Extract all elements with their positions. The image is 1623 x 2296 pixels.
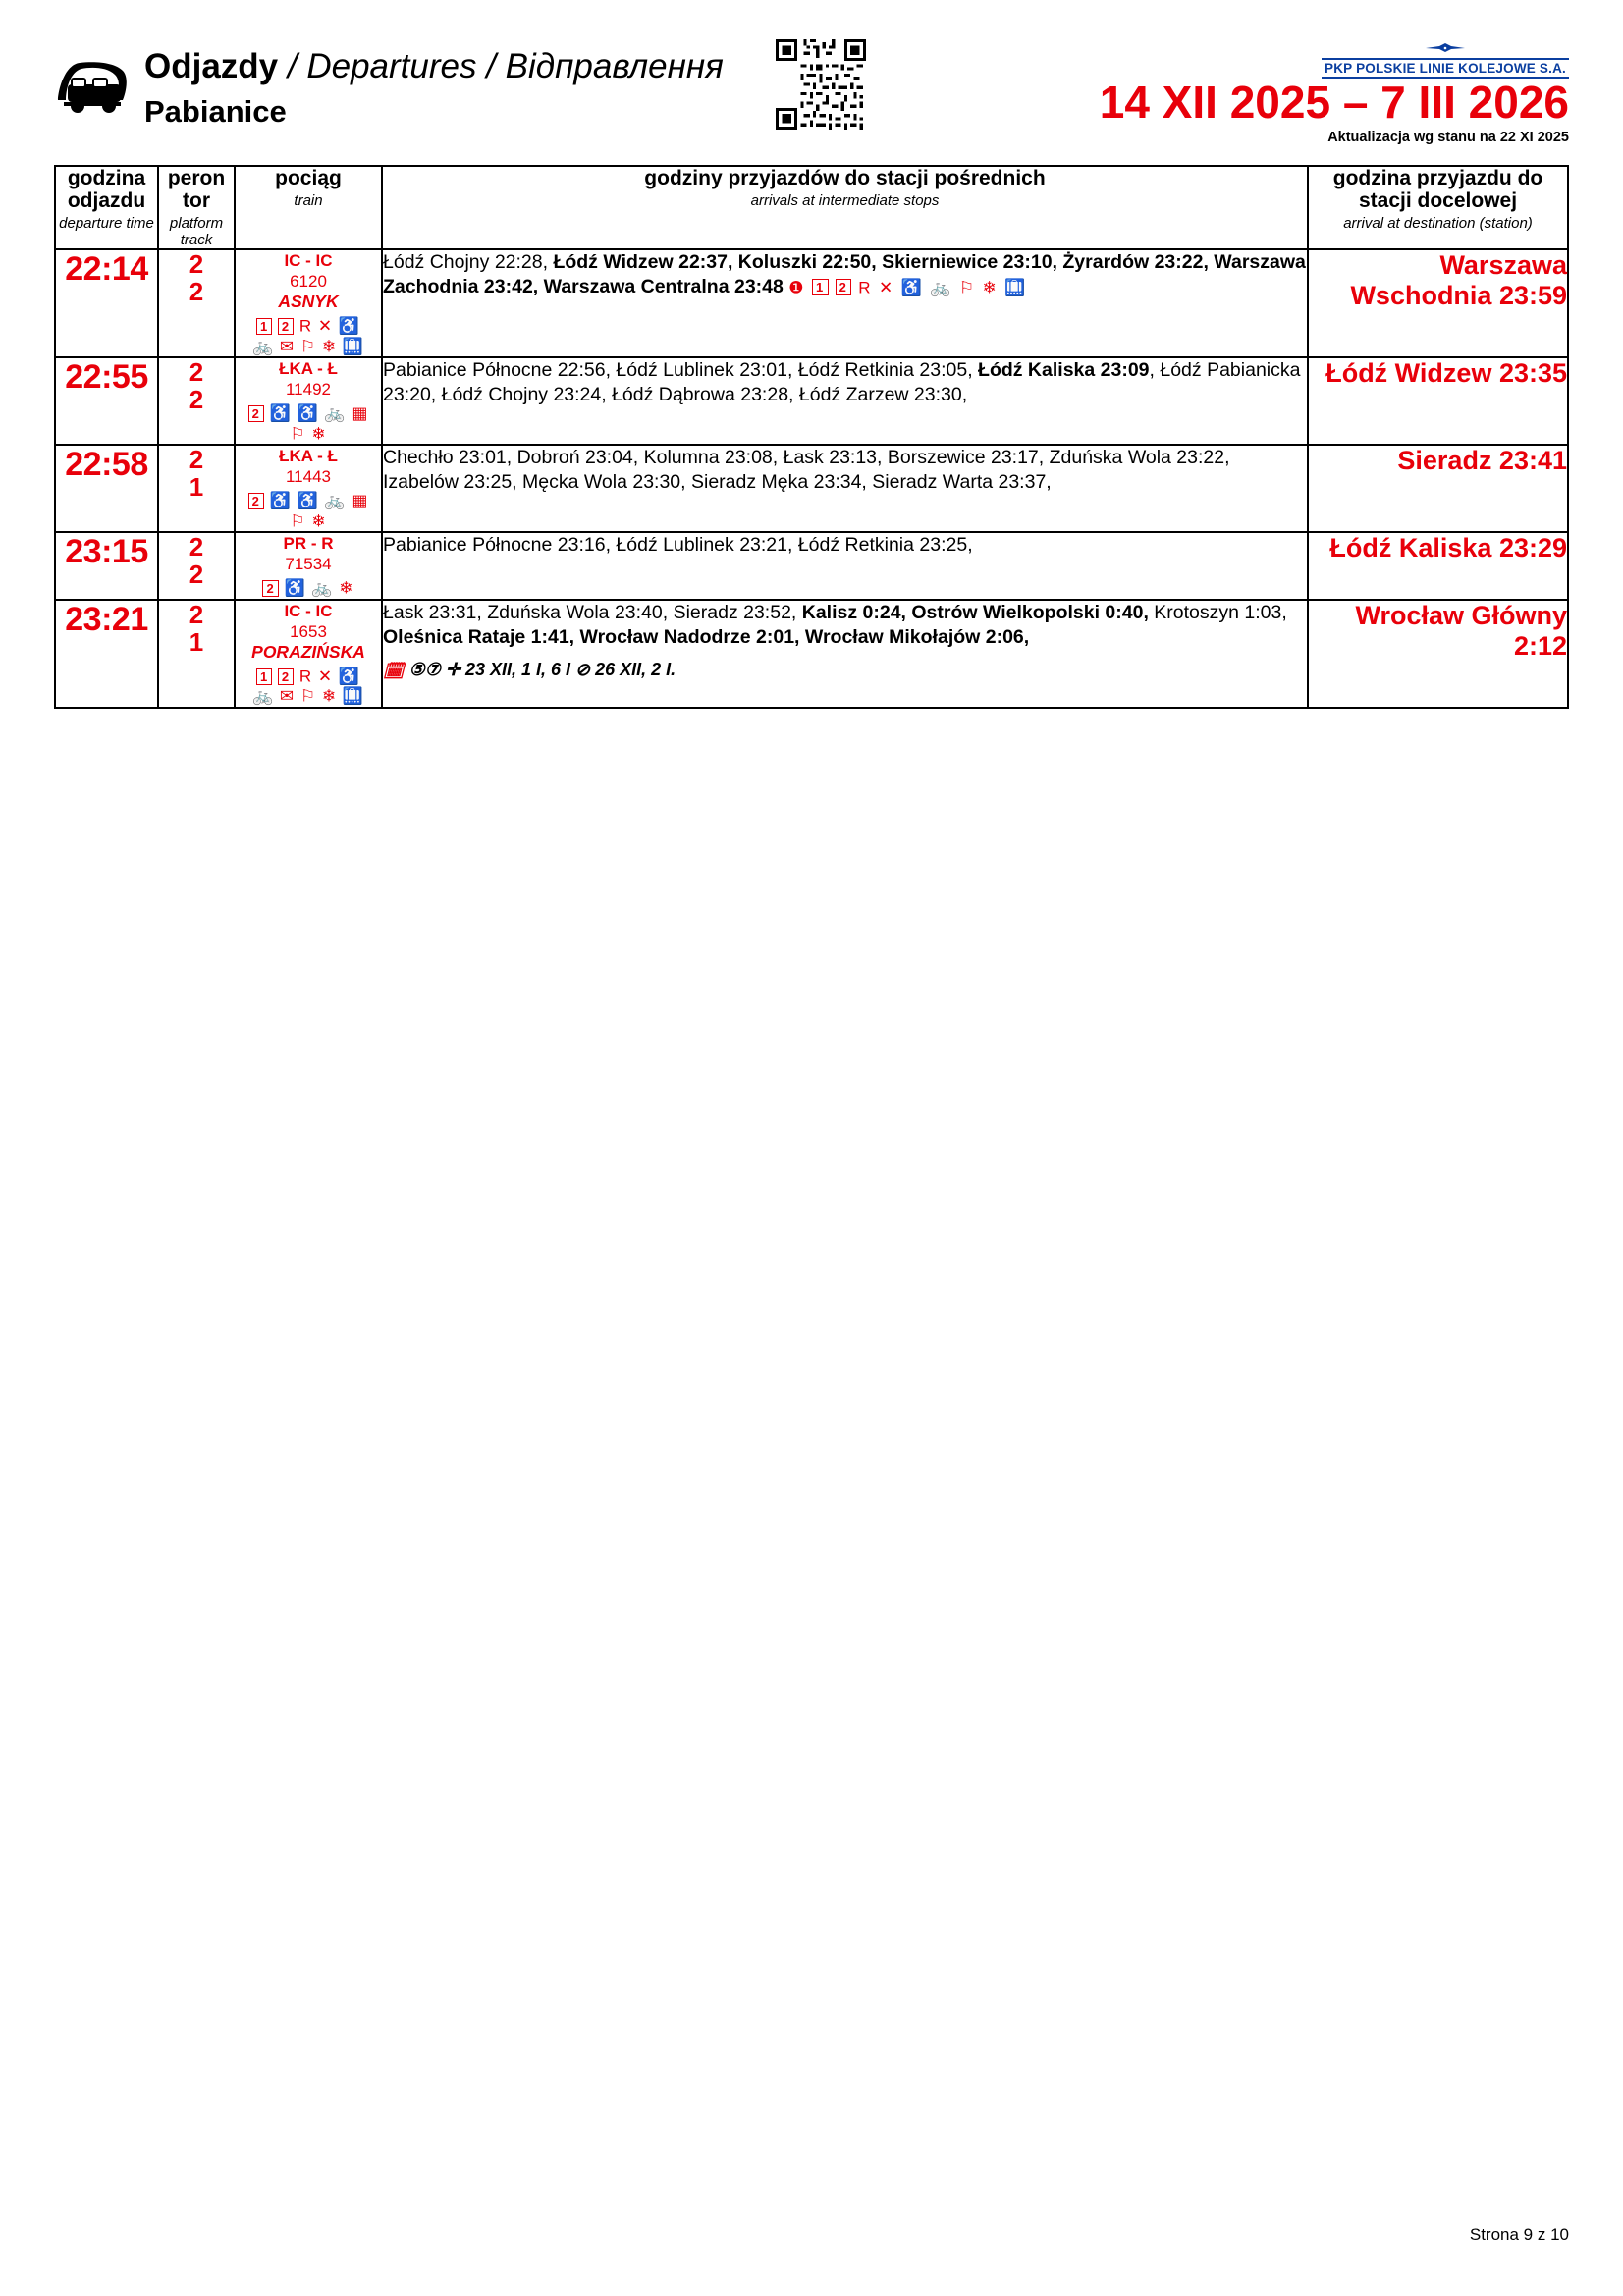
col-departure-time bbox=[55, 166, 158, 249]
amenity-icon-row: 🚲 ✉ ⚐ ❄ 🛄 bbox=[251, 686, 365, 706]
title-sep-2: / bbox=[476, 47, 506, 85]
col-destination bbox=[1308, 166, 1568, 249]
track-number: 2 bbox=[189, 560, 204, 590]
platform-number: 2 bbox=[189, 357, 204, 388]
track-number: 1 bbox=[189, 626, 204, 657]
pkp-logo bbox=[1322, 41, 1569, 79]
intermediate-stops bbox=[382, 445, 1308, 532]
col-platform-track-pl: peron tor bbox=[167, 167, 226, 212]
train-number: 11443 bbox=[285, 467, 331, 487]
train-number: 1653 bbox=[290, 621, 327, 641]
table-body bbox=[55, 249, 1568, 708]
title-ua: Відправлення bbox=[505, 47, 724, 85]
col-platform-track bbox=[158, 166, 235, 249]
col-train-en: train bbox=[294, 192, 323, 209]
col-intermediate-stops-en: arrivals at intermediate stops bbox=[750, 192, 940, 209]
platform-track bbox=[158, 600, 235, 708]
intermediate-stops bbox=[382, 249, 1308, 357]
stops-text: Chechło 23:01, Dobroń 23:04, Kolumna 23:08, Łask 23:13, Borszewice 23:17, Zduńska Wola 23:22, Izabelów 23:25, Męcka Wola 23:30, Sieradz Męka 23:34, Sieradz Warta 23:37, bbox=[383, 447, 1230, 494]
train-category: PR - R bbox=[283, 534, 334, 554]
amenity-icon-row: 2 ♿ ♿ 🚲 ▦ bbox=[236, 491, 381, 511]
amenity-icon-row: ⚐ ❄ bbox=[290, 511, 327, 531]
col-train bbox=[235, 166, 382, 249]
table-row bbox=[55, 357, 1568, 445]
col-destination-en: arrival at destination (station) bbox=[1343, 215, 1533, 232]
train-info bbox=[235, 357, 382, 445]
train-amenity-icons bbox=[236, 491, 381, 531]
train-info bbox=[235, 600, 382, 708]
service-notes: 🗓 ⑤⑦ ✛ 23 XII, 1 I, 6 I ⊘ 26 XII, 2 I. bbox=[383, 659, 676, 680]
amenity-icon-row: 2 ♿ 🚲 ❄ bbox=[236, 578, 381, 599]
intermediate-stops bbox=[382, 600, 1308, 708]
title-block bbox=[144, 47, 724, 130]
intermediate-stops bbox=[382, 357, 1308, 445]
train-info bbox=[235, 249, 382, 357]
platform-number: 2 bbox=[189, 532, 204, 562]
train-name: ASNYK bbox=[278, 292, 339, 311]
train-category: ŁKA - Ł bbox=[279, 447, 338, 466]
title-en: Departures bbox=[306, 47, 477, 85]
train-number: 11492 bbox=[285, 380, 331, 400]
update-status: Aktualizacja wg stanu na 22 XI 2025 bbox=[1327, 130, 1569, 145]
col-intermediate-stops bbox=[382, 166, 1308, 249]
col-departure-time-pl: godzina odjazdu bbox=[67, 167, 146, 212]
table-row bbox=[55, 532, 1568, 600]
col-platform-track-en: platform track bbox=[169, 215, 224, 248]
pkp-winged-wheel-icon bbox=[1424, 41, 1467, 57]
track-number: 2 bbox=[189, 385, 204, 415]
train-name: PORAZIŃSKA bbox=[251, 641, 365, 662]
train-amenity-icons bbox=[236, 316, 381, 356]
destination-arrival: Warszawa Wschodnia 23:59 bbox=[1308, 249, 1568, 357]
title-pl: Odjazdy bbox=[144, 47, 279, 85]
col-train-pl: pociąg bbox=[275, 167, 342, 189]
train-category: ŁKA - Ł bbox=[279, 359, 338, 379]
amenity-icon-row: ⚐ ❄ bbox=[290, 424, 327, 444]
station-name: Pabianice bbox=[144, 94, 287, 129]
validity-period: 14 XII 2025 – 7 III 2026 bbox=[1099, 77, 1569, 128]
col-departure-time-en: departure time bbox=[59, 215, 154, 232]
destination-arrival: Wrocław Główny 2:12 bbox=[1308, 600, 1568, 708]
col-intermediate-stops-pl: godziny przyjazdów do stacji pośrednich bbox=[644, 167, 1046, 189]
platform-track bbox=[158, 532, 235, 600]
departure-time: 22:55 bbox=[55, 357, 158, 445]
pkp-logo-text: PKP POLSKIE LINIE KOLEJOWE S.A. bbox=[1322, 58, 1569, 79]
train-amenity-icons bbox=[236, 667, 381, 707]
train-number: 71534 bbox=[285, 555, 332, 574]
train-info bbox=[235, 532, 382, 600]
departure-time: 23:21 bbox=[55, 600, 158, 708]
destination-arrival: Łódź Kaliska 23:29 bbox=[1308, 532, 1568, 600]
stop-amenity-icons: ❶ 1 2 R ✕ ♿ 🚲 ⚐ ❄ 🛄 bbox=[788, 278, 1027, 297]
table-row bbox=[55, 249, 1568, 357]
table-header-row bbox=[55, 166, 1568, 249]
departure-time: 23:15 bbox=[55, 532, 158, 600]
track-number: 1 bbox=[189, 472, 204, 503]
train-amenity-icons bbox=[236, 403, 381, 444]
platform-number: 2 bbox=[189, 249, 204, 279]
train-icon bbox=[54, 57, 131, 118]
page-title bbox=[144, 47, 724, 86]
train-category: IC - IC bbox=[284, 601, 333, 620]
qr-code-icon bbox=[776, 39, 866, 130]
amenity-icon-row: 🚲 ✉ ⚐ ❄ 🛄 bbox=[251, 337, 365, 356]
stops-text: Łask 23:31, Zduńska Wola 23:40, Sieradz 23:52, Kalisz 0:24, Ostrów Wielkopolski 0:40, Krotoszyn 1:03, Oleśnica Rataje 1:41, Wrocław Nadodrze 2:01, Wrocław Mikołajów 2:06, bbox=[383, 601, 1287, 648]
page-footer: Strona 9 z 10 bbox=[1469, 2225, 1569, 2244]
track-number: 2 bbox=[189, 277, 204, 306]
stops-text: Łódź Chojny 22:28, Łódź Widzew 22:37, Koluszki 22:50, Skierniewice 23:10, Żyrardów 23:22, Warszawa Zachodnia 23:42, Warszawa Centralna 23:48 ❶ 1 2 R ✕ ♿ 🚲 ⚐ ❄ 🛄 bbox=[383, 251, 1306, 297]
departure-time: 22:58 bbox=[55, 445, 158, 532]
platform-track bbox=[158, 445, 235, 532]
platform-track bbox=[158, 249, 235, 357]
intermediate-stops bbox=[382, 532, 1308, 600]
amenity-icon-row: 2 ♿ ♿ 🚲 ▦ bbox=[236, 403, 381, 424]
platform-number: 2 bbox=[189, 445, 204, 475]
title-sep-1: / bbox=[278, 47, 307, 85]
departure-time: 22:14 bbox=[55, 249, 158, 357]
table-row bbox=[55, 600, 1568, 708]
validity-block bbox=[882, 39, 1569, 145]
train-number: 6120 bbox=[290, 272, 327, 291]
col-destination-pl: godzina przyjazdu do stacji docelowej bbox=[1332, 167, 1543, 212]
platform-number: 2 bbox=[189, 599, 204, 629]
train-info bbox=[235, 445, 382, 532]
calendar-icon: 🗓 bbox=[383, 661, 405, 680]
departures-table bbox=[54, 165, 1569, 709]
train-amenity-icons bbox=[236, 578, 381, 599]
stops-text: Pabianice Północne 22:56, Łódź Lublinek 23:01, Łódź Retkinia 23:05, Łódź Kaliska 23:09, Łódź Pabianicka 23:20, Łódź Chojny 23:24, Łódź Dąbrowa 23:28, Łódź Zarzew 23:30, bbox=[383, 359, 1301, 406]
platform-track bbox=[158, 357, 235, 445]
train-category: IC - IC bbox=[284, 251, 333, 270]
stops-text: Pabianice Północne 23:16, Łódź Lublinek 23:21, Łódź Retkinia 23:25, bbox=[383, 534, 973, 557]
destination-arrival: Łódź Widzew 23:35 bbox=[1308, 357, 1568, 445]
amenity-icon-row: 1 2 R ✕ ♿ bbox=[236, 667, 381, 687]
destination-arrival: Sieradz 23:41 bbox=[1308, 445, 1568, 532]
amenity-icon-row: 1 2 R ✕ ♿ bbox=[236, 316, 381, 337]
page-header bbox=[54, 39, 1569, 157]
table-row bbox=[55, 445, 1568, 532]
